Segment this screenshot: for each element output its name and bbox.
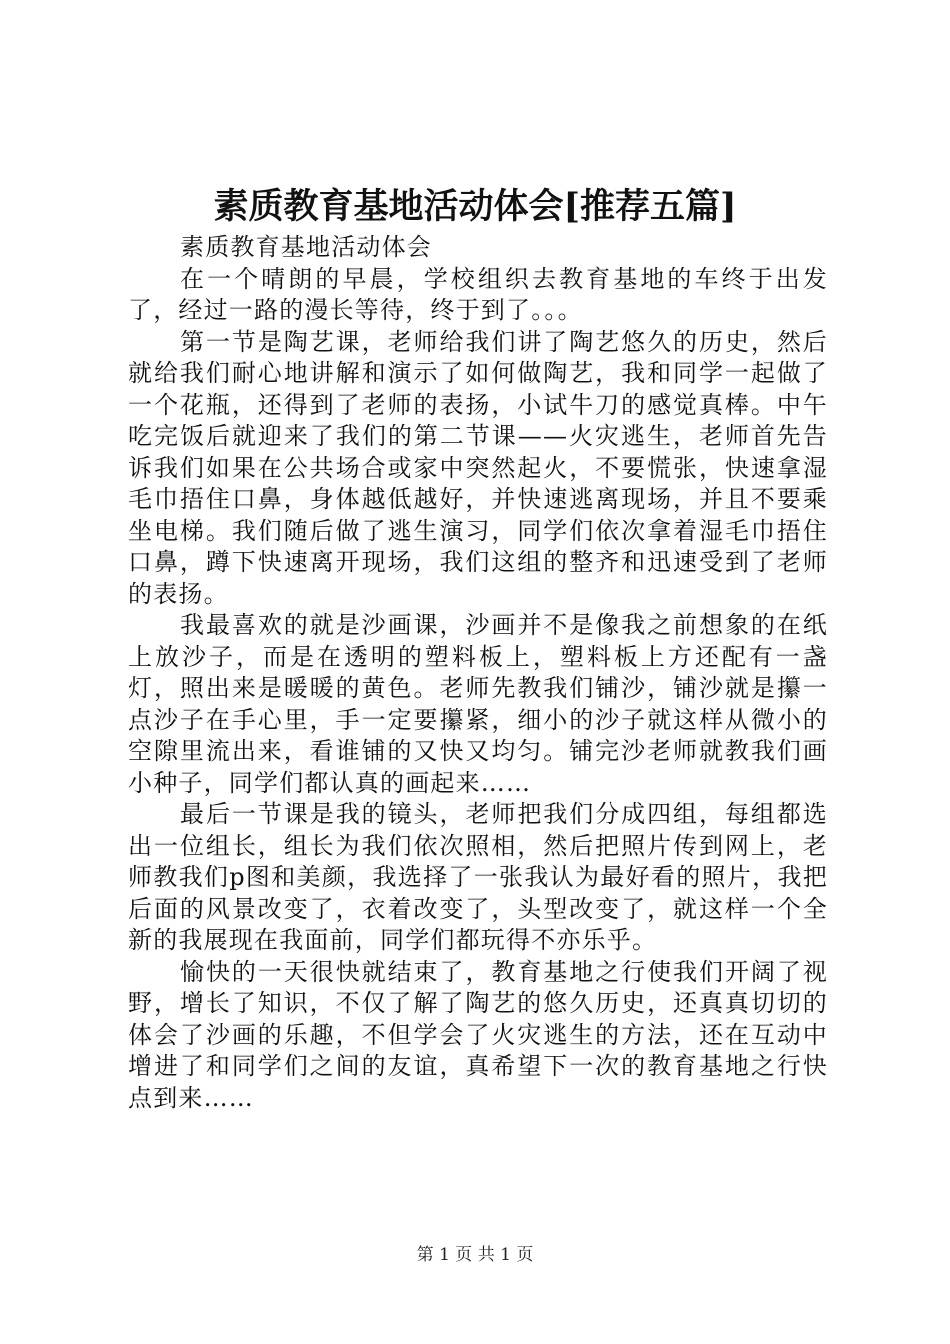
document-body xyxy=(128,232,828,1114)
subtitle-paragraph: 素质教育基地活动体会 xyxy=(180,233,432,261)
paragraph-conclusion: 愉快的一天很快就结束了，教育基地之行使我们开阔了视野，增长了知识，不仅了解了陶艺的悠久历史，还真真切切的体会了沙画的乐趣，不但学会了火灾逃生的方法，还在互动中增进了和同学们之间的友谊，真希望下一次的教育基地之行快点到来…… xyxy=(128,957,828,1112)
paragraph-photography: 最后一节课是我的镜头，老师把我们分成四组，每组都选出一位组长，组长为我们依次照相，然后把照片传到网上，老师教我们p图和美颜，我选择了一张我认为最好看的照片，我把后面的风景改变了，衣着改变了，头型改变了，就这样一个全新的我展现在我面前，同学们都玩得不亦乐乎。 xyxy=(128,800,828,954)
paragraph-sand-painting: 我最喜欢的就是沙画课，沙画并不是像我之前想象的在纸上放沙子，而是在透明的塑料板上，塑料板上方还配有一盏灯，照出来是暖暖的黄色。老师先教我们铺沙，铺沙就是攥一点沙子在手心里，手一定要攥紧，细小的沙子就这样从微小的空隙里流出来，看谁铺的又快又均匀。铺完沙老师就教我们画小种子，同学们都认真的画起来…… xyxy=(128,611,828,797)
page-number-footer: 第 1 页 共 1 页 xyxy=(416,1245,534,1265)
paragraph-intro: 在一个晴朗的早晨，学校组织去教育基地的车终于出发了，经过一路的漫长等待，终于到了。。。 xyxy=(128,264,828,324)
paragraph-pottery-fire-drill: 第一节是陶艺课，老师给我们讲了陶艺悠久的历史，然后就给我们耐心地讲解和演示了如何做陶艺，我和同学一起做了一个花瓶，还得到了老师的表扬，小试牛刀的感觉真棒。中午吃完饭后就迎来了我们的第二节课——火灾逃生，老师首先告诉我们如果在公共场合或家中突然起火，不要慌张，快速拿湿毛巾捂住口鼻，身体越低越好，并快速逃离现场，并且不要乘坐电梯。我们随后做了逃生演习，同学们依次拿着湿毛巾捂住口鼻，蹲下快速离开现场，我们这组的整齐和迅速受到了老师的表扬。 xyxy=(128,327,828,608)
document-title: 素质教育基地活动体会[推荐五篇] xyxy=(213,186,737,227)
